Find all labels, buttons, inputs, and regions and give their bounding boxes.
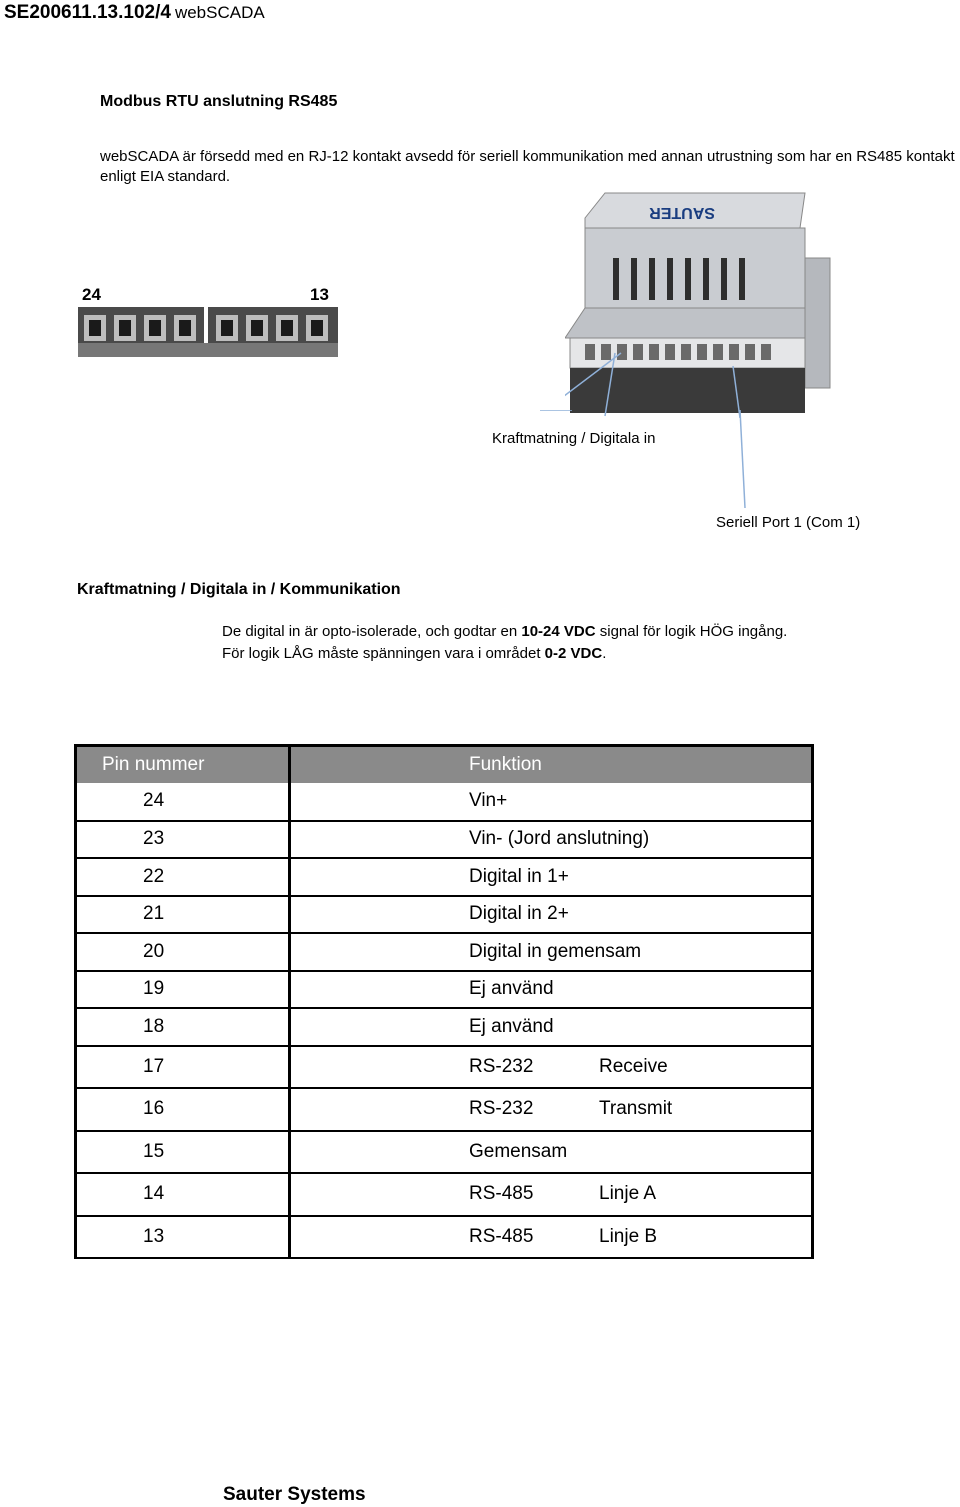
description-line-2: För logik LÅG måste spänningen vara i området 0-2 VDC.	[222, 645, 607, 662]
signal-text: Transmit	[599, 1098, 673, 1120]
product-name: webSCADA	[174, 3, 265, 22]
table-row	[76, 1216, 813, 1259]
table-body	[76, 783, 813, 1258]
pin-number-cell: 23	[76, 821, 290, 859]
function-cell	[290, 1008, 813, 1046]
function-text: RS-485	[469, 1183, 534, 1205]
table-row	[76, 896, 813, 934]
device-image	[565, 188, 835, 418]
description-line-1: De digital in är opto-isolerade, och godtar en 10-24 VDC signal för logik HÖG ingång.	[222, 623, 788, 640]
pin-number-cell: 19	[76, 971, 290, 1009]
table-row	[76, 783, 813, 821]
function-text: Ej använd	[469, 978, 554, 1000]
function-cell	[290, 971, 813, 1009]
function-text: RS-232	[469, 1055, 534, 1077]
table-row	[76, 971, 813, 1009]
callout-serial-label: Seriell Port 1 (Com 1)	[716, 514, 861, 531]
pin-strip-right-label: 13	[310, 285, 329, 304]
header-pin-number: Pin nummer	[76, 746, 290, 784]
pin-number-cell: 18	[76, 1008, 290, 1046]
terminal-block-graphic	[78, 285, 340, 365]
function-cell	[290, 896, 813, 934]
sauter-device-graphic	[565, 188, 835, 418]
function-cell	[290, 1216, 813, 1259]
function-text: RS-232	[469, 1098, 534, 1120]
function-cell	[290, 1046, 813, 1089]
device-brand: SAUTER	[649, 204, 715, 221]
function-text: Gemensam	[469, 1140, 568, 1162]
function-cell	[290, 1131, 813, 1174]
header-function: Funktion	[290, 746, 813, 784]
table-row	[76, 1131, 813, 1174]
function-cell	[290, 821, 813, 859]
intro-paragraph: webSCADA är försedd med en RJ-12 kontakt avsedd för seriell kommunikation med annan utrustning som har en RS485 kontakt enligt EIA standard.	[100, 148, 955, 185]
pin-number-cell: 21	[76, 896, 290, 934]
function-text: RS-485	[469, 1225, 534, 1247]
table-row	[76, 1008, 813, 1046]
description	[222, 621, 787, 665]
signal-text: Linje B	[599, 1225, 658, 1247]
table-row	[76, 933, 813, 971]
footer-company: Sauter Systems	[223, 1484, 366, 1505]
pin-number-cell: 22	[76, 858, 290, 896]
function-cell	[290, 858, 813, 896]
function-text: Vin+	[469, 790, 508, 812]
function-cell	[290, 933, 813, 971]
table-row	[76, 1173, 813, 1216]
callout-lines	[540, 410, 760, 520]
callout-power-label: Kraftmatning / Digitala in	[492, 430, 656, 447]
pin-number-cell: 17	[76, 1046, 290, 1089]
document-id	[4, 2, 265, 24]
section-heading: Modbus RTU anslutning RS485	[100, 93, 338, 110]
function-cell	[290, 1173, 813, 1216]
pin-strip-diagram	[78, 285, 340, 365]
pin-number-cell: 14	[76, 1173, 290, 1216]
signal-text: Receive	[599, 1055, 668, 1077]
function-text: Ej använd	[469, 1015, 554, 1037]
pin-number-cell: 24	[76, 783, 290, 821]
table-row	[76, 858, 813, 896]
function-text: Digital in 1+	[469, 865, 569, 887]
pin-number-cell: 16	[76, 1088, 290, 1131]
function-text: Vin- (Jord anslutning)	[469, 828, 650, 850]
sub-heading: Kraftmatning / Digitala in / Kommunikation	[77, 581, 401, 598]
function-cell	[290, 783, 813, 821]
table-header-row	[76, 746, 813, 784]
pin-function-table	[74, 744, 814, 1259]
table-row	[76, 821, 813, 859]
function-cell	[290, 1088, 813, 1131]
doc-number: SE200611.13.102/4	[4, 2, 171, 23]
function-text: Digital in gemensam	[469, 940, 642, 962]
function-text: Digital in 2+	[469, 903, 569, 925]
table-row	[76, 1088, 813, 1131]
signal-text: Linje A	[599, 1183, 657, 1205]
pin-number-cell: 15	[76, 1131, 290, 1174]
pin-number-cell: 20	[76, 933, 290, 971]
pin-strip-left-label: 24	[82, 285, 101, 304]
pin-number-cell: 13	[76, 1216, 290, 1259]
table-row	[76, 1046, 813, 1089]
